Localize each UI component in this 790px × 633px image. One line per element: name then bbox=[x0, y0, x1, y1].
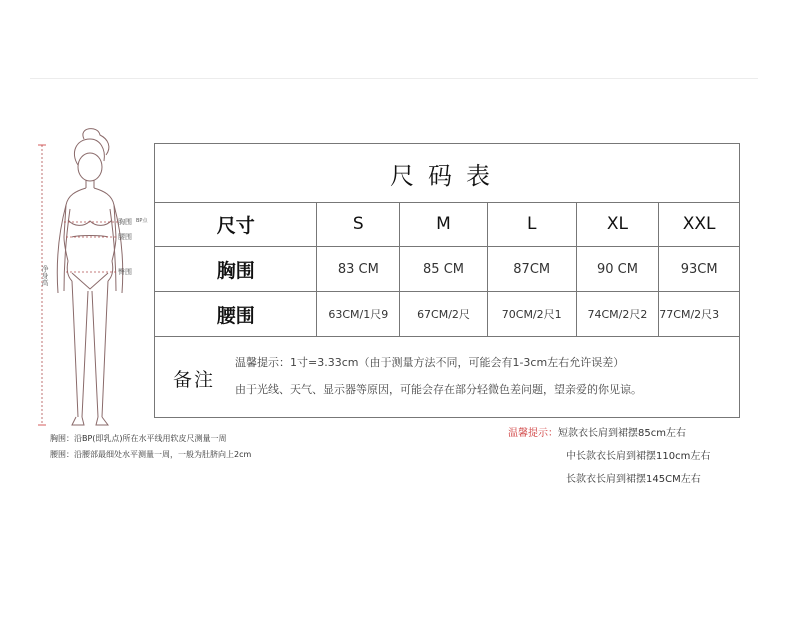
tip-text-1: 短款衣长肩到裙摆85cm左右 bbox=[558, 428, 686, 439]
size-header-row bbox=[155, 202, 739, 247]
note-line-1: 温馨提示：1寸=3.33cm（由于测量方法不同，可能会有1-3cm左右允许误差） bbox=[235, 356, 625, 369]
bust-xxl-cell: 93CM bbox=[680, 261, 718, 277]
tip-label: 温馨提示： bbox=[508, 428, 558, 439]
bust-label: 胸围 bbox=[118, 218, 132, 226]
waist-xxl-cell: 77CM/2尺3 bbox=[659, 308, 720, 321]
waist-label-cell: 腰围 bbox=[155, 292, 317, 336]
waist-s-cell: 63CM/1尺9 bbox=[317, 292, 400, 336]
waist-xl-cell: 74CM/2尺2 bbox=[577, 292, 660, 336]
waist-l-cell: 70CM/2尺1 bbox=[488, 292, 577, 336]
note-area bbox=[155, 337, 739, 417]
woman-outline-icon bbox=[0, 125, 160, 435]
waist-label: 腰围 bbox=[118, 233, 132, 241]
waist-footnote: 腰围：沿腰部最细处水平测量一周，一般为肚脐向上2cm bbox=[50, 450, 252, 459]
bust-m-cell: 85 CM bbox=[400, 247, 488, 291]
top-divider bbox=[30, 78, 758, 79]
size-xxl-cell: XXL bbox=[682, 214, 716, 234]
size-chart-table bbox=[154, 143, 740, 418]
tip-line-2: 中长款衣长肩到裙摆110cm左右 bbox=[566, 451, 711, 462]
tip-line-1 bbox=[508, 424, 686, 439]
hip-label: 臀围 bbox=[118, 268, 132, 276]
table-title: 尺码表 bbox=[155, 144, 739, 203]
bust-l-cell: 87CM bbox=[488, 247, 577, 291]
height-label: 净身高 bbox=[41, 265, 49, 286]
note-label: 备注 bbox=[173, 369, 216, 391]
waist-row bbox=[155, 292, 739, 337]
waist-m-cell: 67CM/2尺 bbox=[400, 292, 488, 336]
size-xl-cell: XL bbox=[577, 202, 660, 246]
note-line-2: 由于光线、天气、显示器等原因，可能会存在部分轻微色差问题，望亲爱的你见谅。 bbox=[235, 383, 642, 396]
bust-label-cell: 胸围 bbox=[155, 247, 317, 291]
tip-line-3: 长款衣长肩到裙摆145CM左右 bbox=[566, 474, 701, 485]
bp-label: BP点 bbox=[136, 218, 148, 224]
bust-row bbox=[155, 247, 739, 292]
size-label-cell: 尺寸 bbox=[155, 202, 317, 246]
bust-footnote: 胸围：沿BP(即乳点)所在水平线用软皮尺测量一周 bbox=[50, 434, 227, 443]
size-m-cell: M bbox=[400, 202, 488, 246]
size-s-cell: S bbox=[317, 202, 400, 246]
bust-xl-cell: 90 CM bbox=[577, 247, 660, 291]
size-l-cell: L bbox=[488, 202, 577, 246]
bust-s-cell: 83 CM bbox=[317, 247, 400, 291]
body-measurement-figure bbox=[0, 125, 160, 435]
